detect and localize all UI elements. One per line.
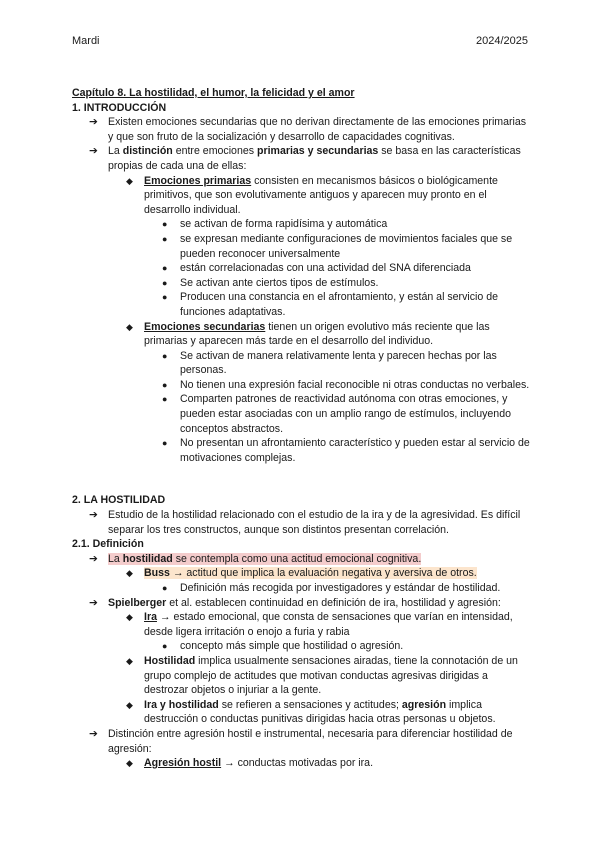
list-item: ● Comparten patrones de reactividad autónoma con otras emociones, y pueden estar asociadas con un amplio rango de estímulos, incluyendo conceptos abstractos. (162, 393, 511, 435)
list-item (72, 566, 530, 581)
arrow-icon: ➔ (89, 596, 98, 609)
list-item: ● Producen una constancia en el afrontamiento, y están al servicio de funciones adaptativas. (162, 291, 499, 318)
list-item: ➔ Spielberger et al. establecen continuidad en definición de ira, hostilidad y agresión: (89, 596, 501, 609)
section-heading-introduccion: 1. INTRODUCCIÓN (72, 101, 167, 114)
term-emociones-secundarias: Emociones secundarias (144, 320, 266, 333)
header-left: Mardi (72, 35, 100, 47)
list-item: ● concepto más simple que hostilidad o agresión. (162, 640, 404, 653)
list-item: ◆ Hostilidad implica usualmente sensaciones airadas, tiene la connotación de un grupo complejo de actitudes que motivan conductas agresivas dirigidas a destrozar objetos o injuriar a la gente. (126, 654, 518, 697)
bullet-icon: ● (162, 219, 168, 230)
document-body (72, 86, 530, 771)
bullet-icon: ● (162, 350, 168, 361)
list-item: ➔ La distinción entre emociones primarias y secundarias se basa en las características propias de cada una de ellas: (89, 145, 521, 172)
diamond-icon: ◆ (126, 758, 133, 769)
arrow-icon: ➔ (89, 509, 98, 522)
arrow-icon: ➔ (89, 552, 98, 565)
bullet-icon: ● (162, 394, 168, 405)
list-item: ◆ Ira y hostilidad se refieren a sensaciones y actitudes; agresión implica destrucción o conductas punitivas dirigidas hacia otras personas u objetos. (126, 698, 496, 726)
list-item: ◆ Agresión hostil → conductas motivadas por ira. (126, 757, 374, 770)
diamond-icon: ◆ (126, 568, 133, 579)
list-item: ● No tienen una expresión facial reconocible ni otras conductas no verbales. (162, 378, 530, 391)
list-item: ◆ Emociones primarias consisten en mecanismos básicos o biológicamente primitivos, que son evolutivamente antiguos y aparecen muy pronto en el desarrollo individual. (126, 174, 498, 216)
list-item: ● No presentan un afrontamiento característico y pueden estar al servicio de motivaciones complejas. (162, 437, 530, 464)
list-item: ● están correlacionadas con una actividad del SNA diferenciada (162, 262, 471, 275)
list-item (72, 552, 530, 567)
header-right: 2024/2025 (476, 35, 528, 47)
bullet-icon: ● (162, 438, 168, 449)
diamond-icon: ◆ (126, 321, 133, 332)
bullet-icon: ● (162, 263, 168, 274)
diamond-icon: ◆ (126, 612, 133, 623)
arrow-icon: ➔ (89, 727, 98, 740)
list-item: ● Se activan de manera relativamente lenta y parecen hechas por las personas. (162, 349, 497, 377)
list-item: ● se expresan mediante configuraciones de movimientos faciales que se pueden reconocer universalmente (162, 232, 513, 260)
bullet-icon: ● (162, 277, 168, 288)
bullet-icon: ● (162, 641, 168, 652)
subsection-heading-definicion: 2.1. Definición (72, 538, 144, 551)
list-item: ● Definición más recogida por investigadores y estándar de hostilidad. (162, 582, 501, 594)
arrow-icon: ➔ (89, 116, 98, 129)
diamond-icon: ◆ (126, 175, 133, 186)
bullet-icon: ● (162, 379, 168, 390)
highlighted-definition: La hostilidad se contempla como una actitud emocional cognitiva. (108, 552, 422, 565)
arrow-icon: ➔ (89, 145, 98, 158)
diamond-icon: ◆ (126, 655, 133, 666)
bullet-icon: ● (162, 233, 168, 244)
bullet-icon: ● (162, 583, 168, 593)
list-item: ◆ Emociones secundarias tienen un origen evolutivo más reciente que las primarias y aparecen más tarde en el desarrollo del individuo. (126, 320, 490, 348)
term-emociones-primarias: Emociones primarias (144, 174, 252, 187)
diamond-icon: ◆ (126, 699, 133, 710)
term-ira: Ira (144, 611, 157, 624)
list-item: ● Se activan ante ciertos tipos de estímulos. (162, 276, 379, 289)
term-agresion-hostil: Agresión hostil (144, 757, 222, 770)
list-item: ➔ Existen emociones secundarias que no derivan directamente de las emociones primarias y que son fruto de la socialización y desarrollo de capacidades cognitivas. (89, 116, 527, 143)
chapter-title: Capítulo 8. La hostilidad, el humor, la felicidad y el amor (72, 87, 355, 99)
highlighted-buss: Buss → actitud que implica la evaluación negativa y aversiva de otros. (144, 567, 477, 580)
bullet-icon: ● (162, 292, 168, 303)
list-item: ➔ Distinción entre agresión hostil e instrumental, necesaria para diferenciar hostilidad de agresión: (89, 727, 513, 755)
list-item: ➔ Estudio de la hostilidad relacionado con el estudio de la ira y de la agresividad. Es difícil separar los tres constructos, aunque son distintos presentan correlación. (89, 509, 521, 536)
list-item: ● se activan de forma rapidísima y automática (162, 218, 388, 231)
section-heading-hostilidad: 2. LA HOSTILIDAD (72, 494, 166, 507)
list-item: ◆ Ira → estado emocional, que consta de sensaciones que varían en intensidad, desde ligera irritación o enojo a furia y rabia (126, 611, 513, 638)
